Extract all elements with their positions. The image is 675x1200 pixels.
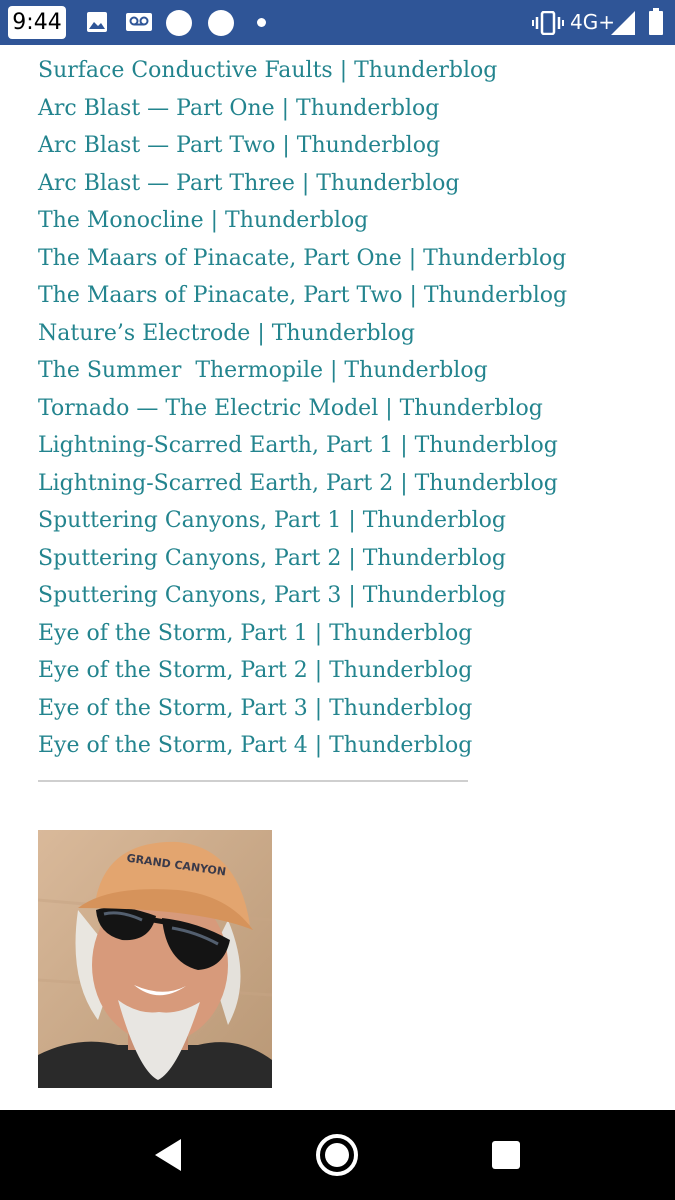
battery-icon <box>648 8 664 36</box>
back-icon[interactable] <box>143 1130 193 1180</box>
link-item[interactable]: Tornado — The Electric Model | Thunderblog <box>38 395 543 421</box>
link-item[interactable]: Surface Conductive Faults | Thunderblog <box>38 58 498 83</box>
link-item[interactable]: Lightning-Scarred Earth, Part 2 | Thunderblog <box>38 470 558 496</box>
vibrate-icon <box>532 11 564 35</box>
cap-text: GRAND CANYON <box>125 851 227 879</box>
image-icon <box>86 11 108 33</box>
link-item[interactable]: Eye of the Storm, Part 4 | Thunderblog <box>38 733 473 758</box>
link-item[interactable]: Eye of the Storm, Part 2 | Thunderblog <box>38 658 473 683</box>
link-item[interactable]: Sputtering Canyons, Part 2 | Thunderblog <box>38 545 506 571</box>
link-item[interactable]: Lightning-Scarred Earth, Part 1 | Thunderblog <box>38 433 558 458</box>
recents-icon[interactable] <box>481 1130 531 1180</box>
link-item[interactable]: The Maars of Pinacate, Part One | Thunderblog <box>38 245 567 271</box>
link-item[interactable]: Arc Blast — Part One | Thunderblog <box>38 95 440 121</box>
dot-icon <box>257 18 266 27</box>
related-links-list <box>38 52 658 765</box>
network-type: 4G+ <box>570 10 615 34</box>
link-item[interactable]: Eye of the Storm, Part 3 | Thunderblog <box>38 695 473 721</box>
link-item[interactable]: Sputtering Canyons, Part 1 | Thunderblog <box>38 508 506 533</box>
author-photo <box>38 830 272 1088</box>
status-bar <box>0 0 675 45</box>
link-item[interactable]: The Summer Thermopile | Thunderblog <box>38 358 488 383</box>
link-item[interactable]: Nature’s Electrode | Thunderblog <box>38 320 415 346</box>
circle-notification-icon <box>208 10 234 36</box>
link-item[interactable]: The Monocline | Thunderblog <box>38 208 369 233</box>
link-item[interactable]: Eye of the Storm, Part 1 | Thunderblog <box>38 620 473 646</box>
link-item[interactable]: The Maars of Pinacate, Part Two | Thunderblog <box>38 283 568 308</box>
navigation-bar <box>0 1110 675 1200</box>
home-icon[interactable] <box>312 1130 362 1180</box>
circle-notification-icon <box>166 10 192 36</box>
status-time: 9:44 <box>8 6 66 39</box>
link-item[interactable]: Sputtering Canyons, Part 3 | Thunderblog <box>38 583 506 608</box>
signal-icon <box>610 10 636 36</box>
section-divider <box>38 780 468 782</box>
link-item[interactable]: Arc Blast — Part Two | Thunderblog <box>38 133 441 158</box>
link-item[interactable]: Arc Blast — Part Three | Thunderblog <box>38 170 460 196</box>
voicemail-icon <box>125 12 153 32</box>
